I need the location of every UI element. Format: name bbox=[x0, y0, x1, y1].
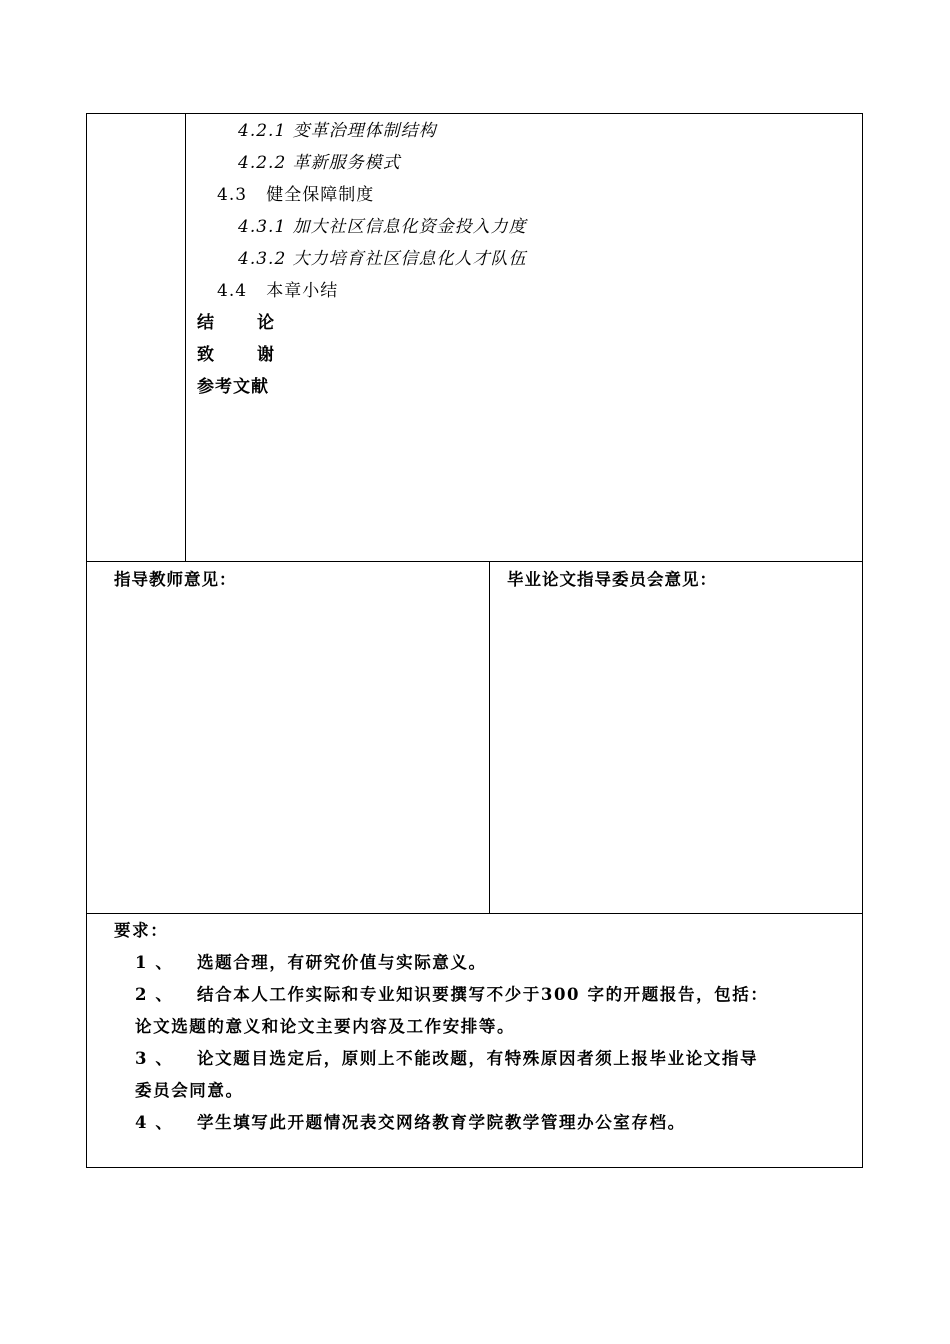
requirement-item-continuation: 委员会同意。 bbox=[135, 1081, 244, 1100]
requirement-item: 1 、 选题合理，有研究价值与实际意义。 bbox=[135, 953, 487, 972]
toc-item: 4.4 本章小结 bbox=[217, 281, 339, 301]
opinions-row bbox=[87, 561, 862, 913]
requirements-row bbox=[87, 913, 862, 1167]
requirement-item: 2 、 结合本人工作实际和专业知识要撰写不少于300 字的开题报告，包括： bbox=[135, 985, 769, 1004]
toc-thanks: 致 谢 bbox=[197, 345, 275, 365]
toc-item: 4.2.1 变革治理体制结构 bbox=[238, 121, 437, 141]
toc-row bbox=[87, 114, 862, 561]
toc-item: 4.2.2 革新服务模式 bbox=[238, 153, 401, 173]
toc-item: 4.3.1 加大社区信息化资金投入力度 bbox=[238, 217, 527, 237]
advisor-opinion-label: 指导教师意见： bbox=[114, 570, 237, 589]
requirements-title: 要求： bbox=[114, 921, 169, 940]
requirement-item-continuation: 论文选题的意义和论文主要内容及工作安排等。 bbox=[135, 1017, 516, 1036]
requirement-item: 3 、 论文题目选定后，原则上不能改题，有特殊原因者须上报毕业论文指导 bbox=[135, 1049, 759, 1068]
toc-left-cell bbox=[87, 114, 186, 561]
toc-references: 参考文献 bbox=[197, 377, 269, 397]
report-form-table bbox=[86, 113, 863, 1168]
toc-conclusion: 结 论 bbox=[197, 313, 275, 333]
column-divider bbox=[489, 562, 490, 913]
requirement-item: 4 、 学生填写此开题情况表交网络教育学院教学管理办公室存档。 bbox=[135, 1113, 686, 1132]
toc-item: 4.3.2 大力培育社区信息化人才队伍 bbox=[238, 249, 527, 269]
toc-item: 4.3 健全保障制度 bbox=[217, 185, 375, 205]
committee-opinion-label: 毕业论文指导委员会意见： bbox=[507, 570, 717, 589]
